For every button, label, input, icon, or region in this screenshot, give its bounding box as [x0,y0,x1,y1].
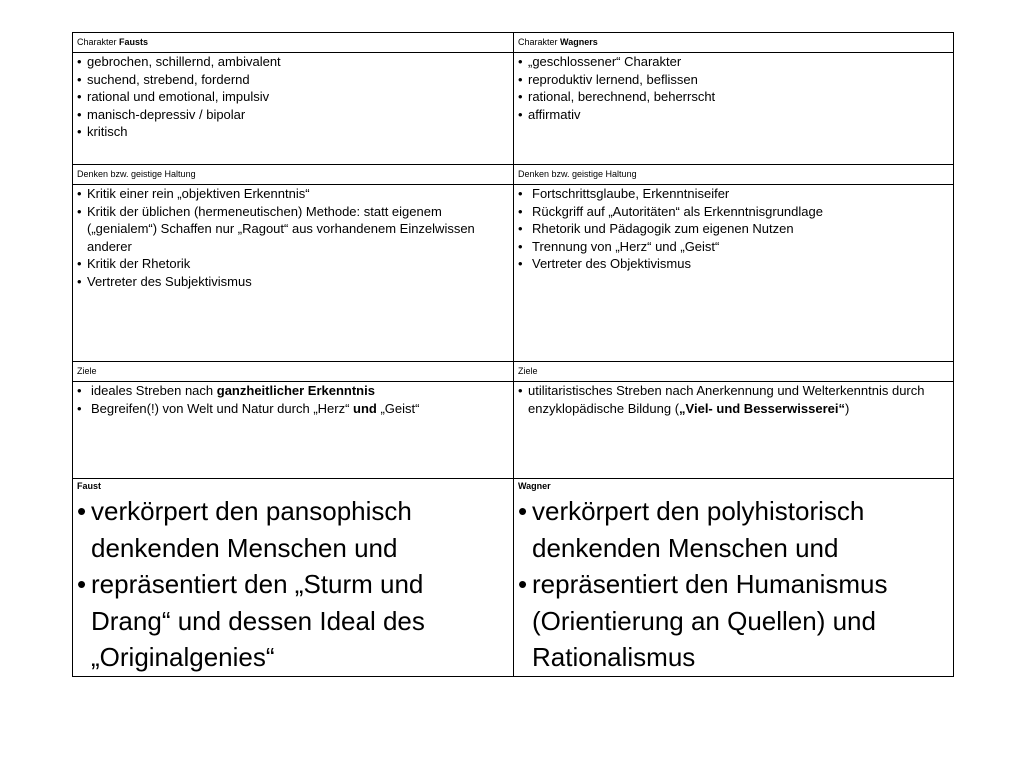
header-row-ziele [73,362,954,382]
header-name: Fausts [119,37,149,47]
comparison-table [72,32,954,677]
cell-summary-wagner [514,479,954,677]
list-item [77,400,509,418]
list-item: • rational und emotional, impulsiv [77,88,509,106]
list-item: • verkörpert den polyhistorisch denkenden Menschen und [518,493,949,566]
text-part: utilitaristisches Streben nach Anerkennung und Welterkenntnis durch enzyklopädische Bildung ( [528,383,925,416]
header-charakter-faust [73,33,514,53]
row-summary [73,479,954,677]
cell-denken-wagner [514,185,954,362]
text-bold: „Viel- und Besserwisserei“ [679,400,845,416]
list-charakter-wagner [518,53,949,123]
cell-ziele-faust [73,382,514,479]
list-item: • suchend, strebend, fordernd [77,71,509,89]
header-name: Wagners [560,37,598,47]
list-item: • Rhetorik und Pädagogik zum eigenen Nutzen [518,220,949,238]
summary-label-faust: Faust [77,481,102,491]
list-denken-faust [77,185,509,290]
cell-summary-faust [73,479,514,677]
cell-denken-faust [73,185,514,362]
header-denken-wagner: Denken bzw. geistige Haltung [514,165,954,185]
header-charakter-wagner [514,33,954,53]
cell-ziele-wagner [514,382,954,479]
cell-charakter-wagner [514,53,954,165]
list-charakter-faust [77,53,509,141]
list-item: • gebrochen, schillernd, ambivalent [77,53,509,71]
text-bold: und [353,400,377,416]
list-ziele-faust [77,382,509,417]
text-part: Begreifen(!) von Welt und Natur durch „Herz“ [91,400,354,416]
list-item: • kritisch [77,123,509,141]
list-item: • Vertreter des Objektivismus [518,255,949,273]
header-ziele-wagner: Ziele [514,362,954,382]
list-item [77,382,509,400]
header-row-charakter [73,33,954,53]
list-item: • rational, berechnend, beherrscht [518,88,949,106]
list-item: • Trennung von „Herz“ und „Geist“ [518,238,949,256]
list-item [518,382,949,417]
list-item: • Kritik einer rein „objektiven Erkenntnis“ [77,185,509,203]
text-bold: ganzheitlicher Erkenntnis [216,383,375,398]
list-item: • repräsentiert den „Sturm und Drang“ und dessen Ideal des „Originalgenies“ [77,566,509,676]
header-row-denken [73,165,954,185]
list-item: • repräsentiert den Humanismus (Orientierung an Quellen) und Rationalismus [518,566,949,676]
list-item: • Rückgriff auf „Autoritäten“ als Erkenntnisgrundlage [518,203,949,221]
row-charakter [73,53,954,165]
list-item: • Kritik der üblichen (hermeneutischen) Methode: statt eigenem („genialem“) Schaffen nur „Ragout“ aus vorhandenem Einzelwissen anderer [77,203,509,256]
row-denken [73,185,954,362]
text-part: „Geist“ [376,400,420,416]
list-item: • verkörpert den pansophisch denkenden Menschen und [77,493,509,566]
list-item: • affirmativ [518,106,949,124]
list-item: • reproduktiv lernend, beflissen [518,71,949,89]
list-denken-wagner [518,185,949,273]
header-denken-faust: Denken bzw. geistige Haltung [73,165,514,185]
list-summary-faust [77,493,509,676]
summary-label-wagner: Wagner [518,481,551,491]
text-part: ) [845,400,850,416]
cell-charakter-faust [73,53,514,165]
list-item: • „geschlossener“ Charakter [518,53,949,71]
list-item: • Kritik der Rhetorik [77,255,509,273]
header-prefix: Charakter [518,37,561,47]
list-item: • manisch-depressiv / bipolar [77,106,509,124]
list-ziele-wagner [518,382,949,417]
text-part: ideales Streben nach [91,383,217,398]
list-summary-wagner [518,493,949,676]
list-item: • Fortschrittsglaube, Erkenntniseifer [518,185,949,203]
row-ziele [73,382,954,479]
header-ziele-faust: Ziele [73,362,514,382]
list-item: • Vertreter des Subjektivismus [77,273,509,291]
header-prefix: Charakter [77,37,120,47]
